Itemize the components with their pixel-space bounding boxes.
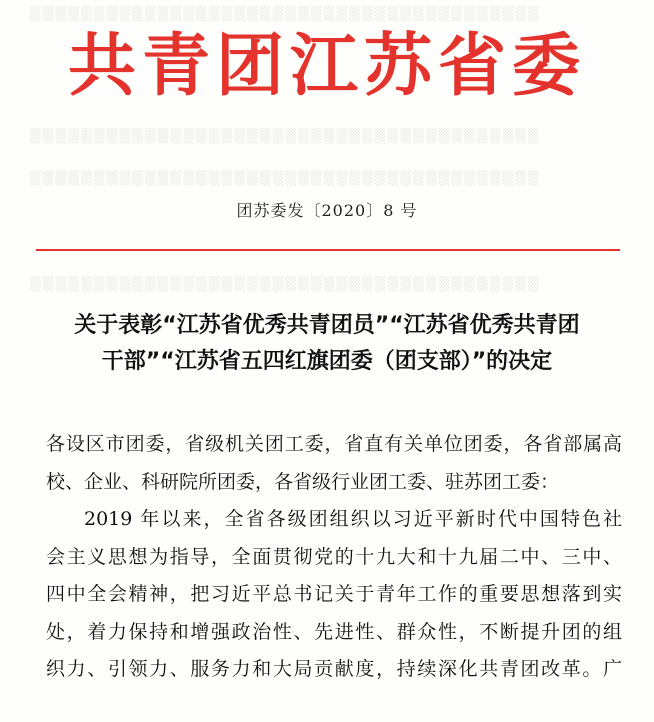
document-title	[40, 308, 614, 380]
document-body	[46, 426, 622, 689]
body-line: 四中全会精神，把习近平总书记关于青年工作的重要思想落到实	[46, 583, 622, 605]
body-line: 2019 年以来，全省各级团组织以习近平新时代中国特色社	[84, 508, 622, 530]
body-line: 处，着力保持和增强政治性、先进性、群众性，不断提升团的组	[46, 620, 622, 643]
issuer-header-title: 共青团江苏省委	[67, 27, 586, 106]
body-line: 各设区市团委，省级机关团工委，省直有关单位团委，各省部属高	[46, 433, 622, 455]
document-title-line-1: 关于表彰“江苏省优秀共青团员”“江苏省优秀共青团	[74, 313, 580, 338]
red-divider-rule	[36, 249, 620, 251]
bleed-through-decoration: ▒▒▒▒▒▒▒▒▒▒▒▒▒▒▒▒▒▒▒▒▒▒▒▒▒▒▒▒▒▒▒▒▒▒▒▒▒▒▒▒	[30, 170, 541, 186]
body-line: 校、企业、科研院所团委，各省级行业团工委、驻苏团工委：	[46, 470, 560, 493]
recipients-paragraph	[46, 426, 622, 501]
bleed-through-decoration: ▒▒▒▒▒▒▒▒▒▒▒▒▒▒▒▒▒▒▒▒▒▒▒▒▒▒▒▒▒▒▒▒▒▒▒▒▒▒▒▒	[30, 276, 541, 292]
document-number: 团苏委发〔2020〕8 号	[236, 201, 418, 220]
body-line: 会主义思想为指导，全面贯彻党的十九大和十九届二中、三中、	[46, 545, 622, 568]
body-line: 织力、引领力、服务力和大局贡献度，持续深化共青团改革。广	[46, 658, 622, 680]
bleed-through-decoration: ▒▒▒▒▒▒▒▒▒▒▒▒▒▒▒▒▒▒▒▒▒▒▒▒▒▒▒▒▒▒▒▒▒▒▒▒▒▒▒▒	[30, 128, 541, 144]
bleed-through-decoration: ▒▒▒▒▒▒▒▒▒▒▒▒▒▒▒▒▒▒▒▒▒▒▒▒▒▒▒▒▒▒▒▒▒▒▒▒▒▒▒▒	[30, 6, 541, 22]
main-paragraph	[46, 501, 622, 689]
document-title-line-2: 干部”“江苏省五四红旗团委（团支部）”的决定	[101, 349, 553, 374]
